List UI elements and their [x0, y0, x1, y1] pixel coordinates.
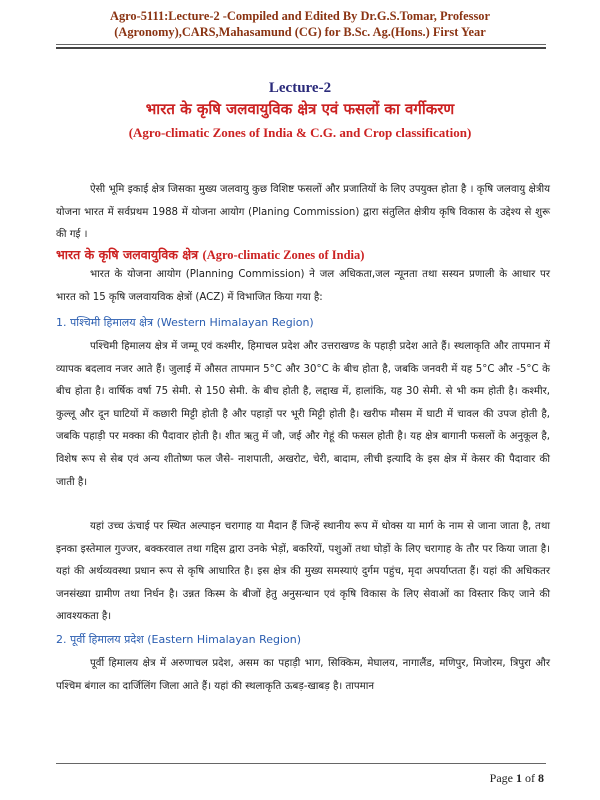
page-title-hindi: भारत के कृषि जलवायुविक क्षेत्र एवं फसलों का वर्गीकरण: [145, 100, 455, 118]
section-paragraph: भारत के योजना आयोग (Planning Commission) ने जल अधिकता,जल न्यूनता तथा सस्यन प्रणाली के आधार पर भारत को 15 कृषि जलवायविक क्षेत्रों (ACZ) में विभाजित किया गया है:: [56, 269, 550, 303]
header-line-1: Agro-5111:Lecture-2 -Compiled and Edited By Dr.G.S.Tomar, Professor: [110, 9, 490, 23]
header-rule-thick: [56, 47, 546, 49]
lecture-label: Lecture-2: [268, 80, 332, 96]
section-heading-agro-climatic-zones: [56, 246, 364, 263]
region-heading-western-himalayan: 1. पश्चिमी हिमालय क्षेत्र (Western Himalayan Region): [56, 316, 314, 329]
region2-paragraph-1: पूर्वी हिमालय क्षेत्र में अरुणाचल प्रदेश, असम का पहाड़ी भाग, सिक्किम, मेघालय, नागालैंड, मणिपुर, मिजोरम, त्रिपुरा और पश्चिम बंगाल का दार्जिलिंग जिला आते हैं। यहां की स्थलाकृति ऊबड़-खाबड़ है। तापमान: [56, 658, 550, 692]
section-heading-english: (Agro-climatic Zones of India): [202, 248, 365, 262]
header-line-2: (Agronomy),CARS,Mahasamund (CG) for B.Sc. Ag.(Hons.) First Year: [114, 25, 486, 39]
page-number: [490, 771, 544, 786]
header-rule-thin: [56, 44, 546, 45]
page-total: 8: [538, 771, 544, 785]
document-header: [56, 8, 544, 40]
page-of: of: [525, 771, 535, 785]
section-heading-hindi: भारत के कृषि जलवायुविक क्षेत्र: [56, 247, 199, 262]
region1-paragraph-1: पश्चिमी हिमालय क्षेत्र में जम्मू एवं कश्मीर, हिमाचल प्रदेश और उत्तराखण्ड के पहाड़ी प्रदेश आते हैं। स्थलाकृति और तापमान में व्यापक बदलाव नजर आते हैं। जुलाई में औसत तापमान 5°C और 30°C के बीच होता है, जबकि जनवरी में यह 5°C और -5°C के बीच होता है। वार्षिक वर्षा 75 सेमी. से 150 सेमी. के बीच होती है, लद्दाख में, हालांकि, यह 30 सेमी. से भी कम होती है। कश्मीर, कुल्लू और दून घाटियों में कछारी मिट्टी होती है और पहाड़ों पर भूरी मिट्टी होती है। खरीफ मौसम में घाटी में चावल की उपज होती है, जबकि पहाड़ी पर मक्का की पैदावार होती है। शीत ऋतु में जौ, जई और गेहूं की फसल होती है। यह क्षेत्र बागानी फसलों के अनुकूल है, विशेष रूप से सेब एवं अन्य शीतोष्ण फल जैसे- नाशपाती, अखरोट, चेरी, बादाम, लीची इत्यादि के इस क्षेत्र में केसर की पैदावार की जाती है।: [56, 341, 550, 488]
page-title-english: (Agro-climatic Zones of India & C.G. and Crop classification): [128, 125, 472, 140]
region-heading-eastern-himalayan: 2. पूर्वी हिमालय प्रदेश (Eastern Himalayan Region): [56, 633, 302, 646]
intro-paragraph: ऐसी भूमि इकाई क्षेत्र जिसका मुख्य जलवायु कुछ विशिष्ट फसलों और प्रजातियों के लिए उपयुक्त होता है । कृषि जलवायु क्षेत्रीय योजना भारत में सर्वप्रथम 1988 में योजना आयोग (Planing Commission) द्वारा संतुलित क्षेत्रीय कृषि विकास के उद्देश्य से शुरू की गई ।: [56, 184, 550, 241]
region1-paragraph-2: यहां उच्च ऊंचाई पर स्थित अल्पाइन चरागाह या मैदान हैं जिन्हें स्थानीय रूप में धोक्स या मार्ग के नाम से जाना जाता है, तथा इनका इस्तेमाल गुज्जर, बक्करवाल तथा गद्दिस द्वारा उनके भेड़ों, बकरियों, पशुओं तथा घोड़ों के लिए चरागाह के तौर पर किया जाता है। यहां की अर्थव्यवस्था प्रधान रूप से कृषि आधारित है। इस क्षेत्र की मुख्य समस्याएं दुर्गम पहुंच, मृदा अपर्याप्तता हैं। यहां की अधिकतर जनसंख्या ग्रामीण तथा निर्धन है। उन्नत किस्म के बीजों हेतु अनुसन्धान एवं कृषि विकास के लिए सेवाओं का विस्तार किए जाने की आवश्यकता है।: [56, 521, 550, 623]
footer-rule: [56, 763, 546, 764]
page-current: 1: [516, 771, 522, 785]
page-label: Page: [489, 771, 513, 785]
